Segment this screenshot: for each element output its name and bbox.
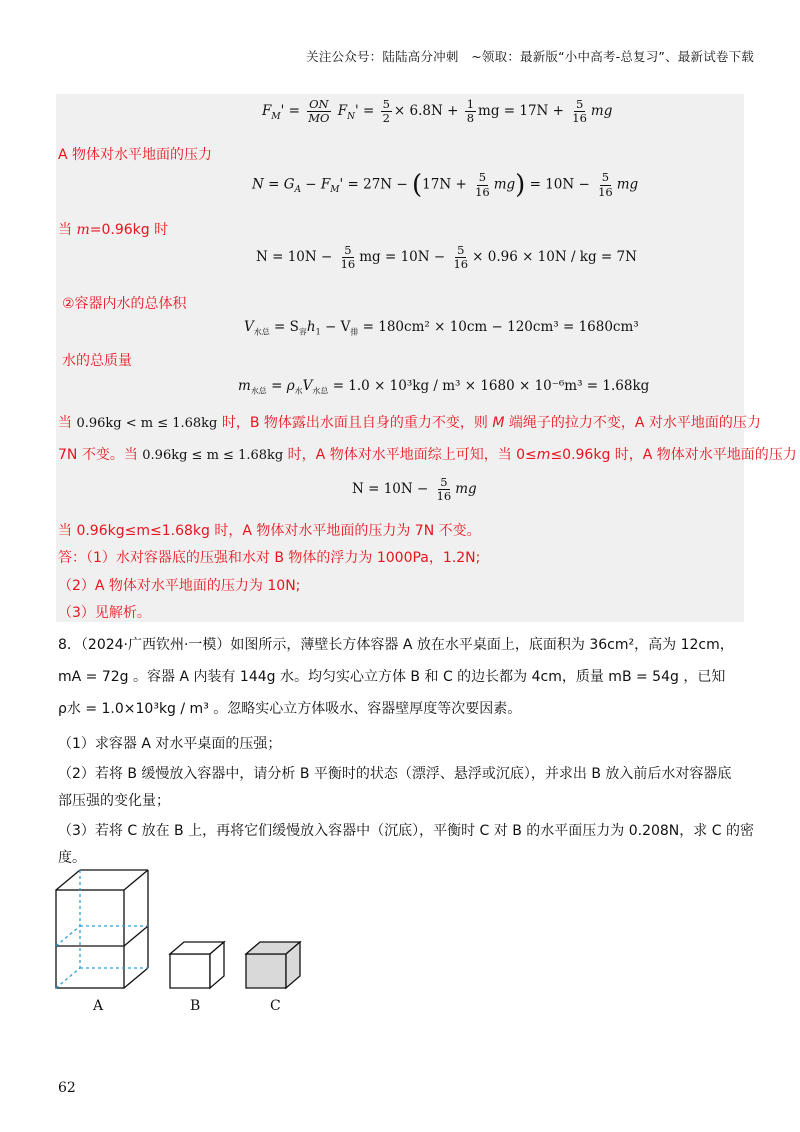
question-3: （3）若将 C 放在 B 上，再将它们缓慢放入容器中（沉底），平衡时 C 对 B 的水平面压力为 0.208N，求 C 的密 xyxy=(58,823,754,839)
problem-text: 8．（2024·广西钦州·一模）如图所示，薄壁长方体容器 A 放在水平桌面上，底面积为 36cm²，高为 12cm， xyxy=(58,637,734,653)
answer-line: 答：（1）水对容器底的压强和水对 B 物体的浮力为 1000Pa，1.2N; xyxy=(58,550,481,566)
question-1: （1）求容器 A 对水平桌面的压强； xyxy=(58,736,282,752)
cube-b xyxy=(170,942,224,988)
figure-label-b: B xyxy=(190,998,201,1014)
equation-volume: $V_{水总} = S_容h_1 - V_排 = 180cm^2 \times 10cm - 120cm^3 = 1680cm^3$ xyxy=(244,319,639,337)
question-2: （2）若将 B 缓慢放入容器中，请分析 B 平衡时的状态（漂浮、悬浮或沉底），并求出 B 放入前后水对容器底 xyxy=(58,766,732,782)
text-line: 当 0.96kg < m ≤ 1.68kg 时，B 物体露出水面且自身的重力不变，则 M 端绳子的拉力不变，A 对水平地面的压力 xyxy=(58,415,761,431)
text-line: ②容器内水的总体积 xyxy=(62,296,187,312)
figure-label-a: A xyxy=(93,998,104,1014)
problem-text: ρ水 = 1.0×10³kg / m³ 。忽略实心立方体吸水、容器壁厚度等次要因素。 xyxy=(58,701,522,717)
text-line: 水的总质量 xyxy=(62,353,132,369)
text-line: 7N 不变。当 0.96kg ≤ m ≤ 1.68kg 时，A 物体对水平地面综上可知，当 0≤m≤0.96kg 时，A 物体对水平地面的压力 xyxy=(58,447,797,463)
text-line: 当 0.96kg≤m≤1.68kg 时，A 物体对水平地面的压力为 7N 不变。 xyxy=(58,523,481,539)
equation-n: $N = G_A - F_M' = 27N - (17N$ + $\frac{5}{16}$ mg) = 10N − $\frac{5}{16}$ mg xyxy=(252,170,639,200)
text-line: 当 m=0.96kg 时 xyxy=(58,222,169,238)
answer-line: （2）A 物体对水平地面的压力为 10N; xyxy=(58,578,301,594)
question-3-cont: 度。 xyxy=(58,850,86,866)
equation-fm: $F_M'$ = $\frac{ON}{MO}$ $F_N'$ = $\frac{5}{2}$ × 6.8N + $\frac{1}{8}$ mg = 17N + $\frac{5}{16}$ mg xyxy=(262,97,613,126)
container-a xyxy=(56,870,148,988)
text-line: A 物体对水平地面的压力 xyxy=(58,147,213,163)
figure-containers xyxy=(50,868,320,1018)
equation-mass: $m_{水总} = \rho_水V_{水总} = 1.0 \times 10^3kg / m^3 \times 1680 \times 10^{-6}m^3 = 1.68kg$ xyxy=(238,378,650,396)
figure-label-c: C xyxy=(270,998,281,1014)
answer-line: （3）见解析。 xyxy=(58,605,151,621)
cube-c xyxy=(246,942,300,988)
problem-text: mA = 72g 。容器 A 内装有 144g 水。均匀实心立方体 B 和 C 的边长都为 4cm，质量 mB = 54g ，已知 xyxy=(58,669,726,685)
page-number: 62 xyxy=(58,1080,76,1096)
question-2-cont: 部压强的变化量； xyxy=(58,793,170,809)
page-header: 关注公众号：陆陆高分冲刺 ~领取：最新版“小中高考-总复习”、最新试卷下载 xyxy=(306,49,754,64)
equation-n-value: N = 10N − $\frac{5}{16}$ mg = 10N − $\frac{5}{16}$ × 0.96 × 10N / kg = 7N xyxy=(256,243,637,272)
equation-n-final: N = 10N − $\frac{5}{16}$ mg xyxy=(352,475,477,504)
